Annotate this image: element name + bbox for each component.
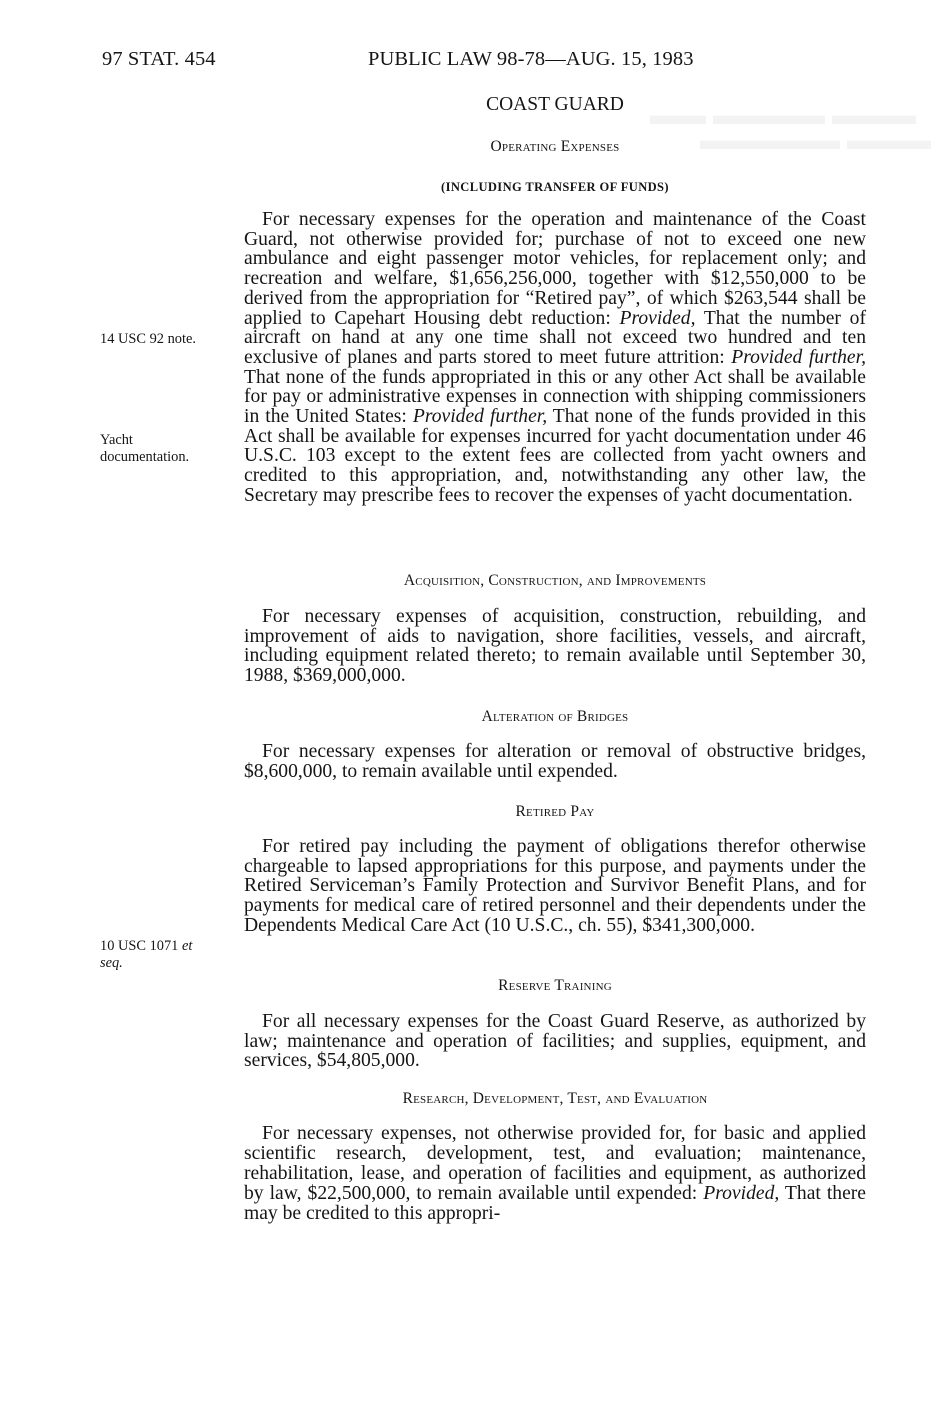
margin-note-yacht-documentation: Yacht documentation. [100, 432, 190, 465]
law-header: PUBLIC LAW 98-78—AUG. 15, 1983 [368, 48, 694, 70]
retired-pay-paragraph: For retired pay including the payment of obligations therefor otherwise chargeable to lapsed appropriations for this purpose, and payments under the Retired Serviceman’s Family Protection and Survivor Benefit Plans, and for payments for medical care of retired personnel and their dependents under the Dependents Medical Care Act (10 U.S.C., ch. 55), $341,300,000. [244, 836, 866, 936]
margin-note-10-usc-1071: 10 USC 1071 et seq. [100, 938, 193, 971]
margin-note-14-usc-92: 14 USC 92 note. [100, 331, 196, 347]
acquisition-paragraph: For necessary expenses of acquisition, construction, rebuilding, and improvement of aids to navigation, shore facilities, vessels, and aircraft, including equipment related thereto; to remain available until September 30, 1988, $369,000,000. [244, 606, 866, 687]
alteration-of-bridges-paragraph: For necessary expenses for alteration or removal of obstructive bridges, $8,600,000, to remain available until expended. [244, 741, 866, 782]
research-heading: Research, Development, Test, and Evaluation [402, 1090, 708, 1107]
acquisition-heading: Acquisition, Construction, and Improvements [403, 572, 707, 589]
transfer-of-funds-subheading: (INCLUDING TRANSFER OF FUNDS) [441, 180, 669, 194]
research-paragraph: For necessary expenses, not otherwise provided for, for basic and applied scientific research, development, test, and evaluation; maintenance, rehabilitation, lease, and operation of facilities and equipment, as authorized by law, $22,500,000, to remain available until expended: Provided, That there may be credited to this appropri- [244, 1123, 866, 1224]
stat-page-number: 97 STAT. 454 [102, 48, 216, 70]
reserve-training-heading: Reserve Training [498, 977, 612, 994]
retired-pay-heading: Retired Pay [515, 803, 595, 820]
agency-title: COAST GUARD [486, 94, 624, 115]
alteration-of-bridges-heading: Alteration of Bridges [481, 708, 629, 725]
reserve-training-paragraph: For all necessary expenses for the Coast Guard Reserve, as authorized by law; maintenance and operation of facilities; and supplies, equipment, and services, $54,805,000. [244, 1011, 866, 1072]
operating-expenses-paragraph: For necessary expenses for the operation and maintenance of the Coast Guard, not otherwise provided for; purchase of not to exceed one new ambulance and eight passenger motor vehicles, for replacement only; and recreation and welfare, $1,656,256,000, together with $12,550,000 to be derived from the appropriation for “Retired pay”, of which $263,544 shall be applied to Capehart Housing debt reduction: Provided, That the number of aircraft on hand at any one time shall not exceed two hundred and ten exclusive of planes and parts stored to meet future attrition: Provided further, That none of the funds appropriated in this or any other Act shall be available for pay or administrative expenses in connection with shipping commissioners in the United States: Provided further, That none of the funds provided in this Act shall be available for expenses incurred for yacht documentation under 46 U.S.C. 103 except to the extent fees are collected from yacht owners and credited to this appropriation, and, notwithstanding any other law, the Secretary may prescribe fees to recover the expenses of yacht documentation. [244, 209, 866, 506]
operating-expenses-heading: Operating Expenses [490, 138, 620, 155]
